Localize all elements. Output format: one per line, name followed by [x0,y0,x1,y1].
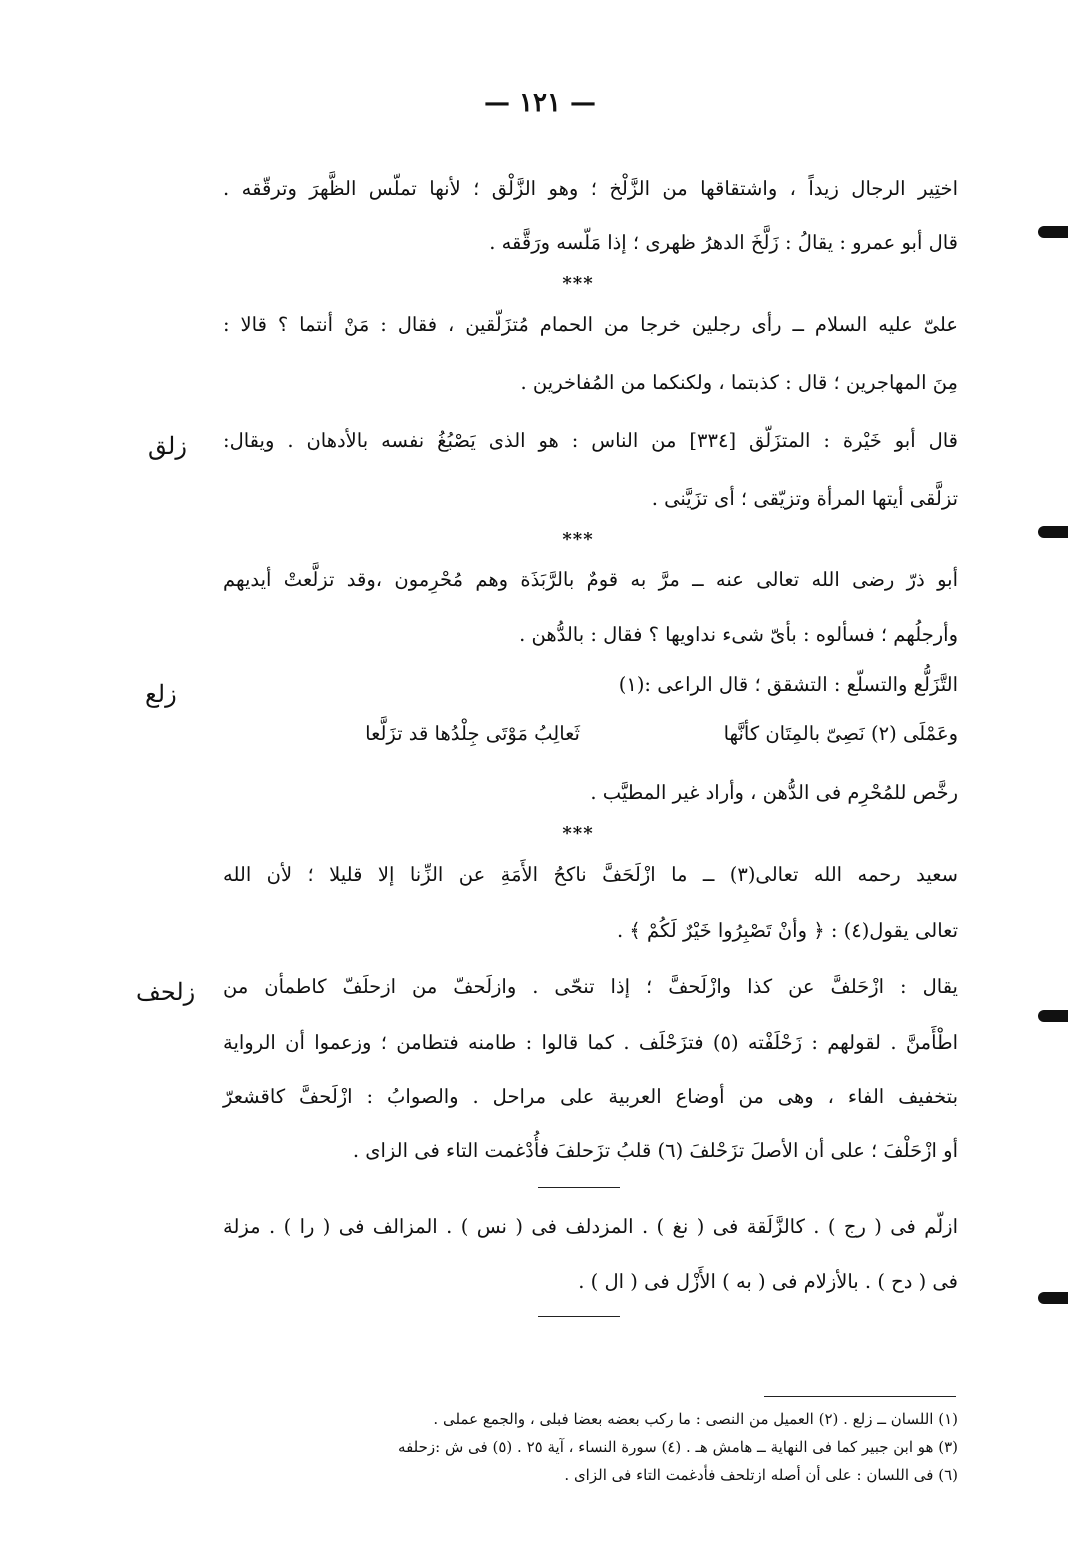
section-separator: *** [562,273,594,294]
page-number: — ١٢١ — [483,88,597,118]
edge-scan-mark [1038,1292,1068,1304]
root-heading-zahaf: زلحف [136,978,196,1006]
body-line-15: بتخفيف الفاء ، وهى من أوضاع العربية على مراحل . والصوابُ : ازْلَحفَّ كاقشعرّ [223,1085,958,1108]
body-line-4: مِنَ المهاجرين ؛ قال : كذبتما ، ولكنكما من المُفاخرين . [520,371,958,394]
body-line-2: قال أبو عمرو : يقالُ : زَلَّخَ الدهرُ ظهرى ؛ إذا مَلّسه ورَقَّقه . [489,231,958,254]
section-separator: *** [562,823,594,844]
body-line-7: أبو ذرّ رضى الله تعالى عنه ــ مرَّ به قومٌ بالرَّبَذَة وهم مُحْرِمون ،وقد تزلَّعتْ أيديهم [223,568,958,591]
body-line-1: اختِير الرجال زيداً ، واشتقاقها من الزَّلْخ ؛ وهو الزَّلْق ؛ لأنها تملّس الظَّهرَ وترقّقه . [223,177,958,200]
body-line-14: اطْأَمنَّ . لقولهم : زَحْلَفْته (٥) فتزَحْلَف . كما قالوا : طامنه فتطامن ؛ وزعموا أن الرواية [223,1031,959,1054]
cross-reference-line-2: فى ( دح ) . بالأزلام فى ( به ) الأَزْل فى ( ال ) . [578,1270,958,1293]
edge-scan-mark [1038,526,1068,538]
body-line-8: وأرجلُهم ؛ فسألوه : بأىّ شىء نداويها ؟ فقال : بالدُّهن . [519,623,958,646]
footnote-line-1: (١) اللسان ــ زلع . (٢) العميل من النصى : ما ركب بعضه بعضا فبلى ، والجمع عملى . [433,1410,958,1428]
root-heading-zala: زلع [145,680,177,708]
body-line-12: تعالى يقول(٤) : ﴿ وأنْ تَصْبِرُوا خَيْرٌ لَكُمْ ﴾ . [617,919,958,942]
body-line-5: قال أبو خَيْرة : المتزَلّق [٣٣٤] من الناس : هو الذى يَصْبُغُ نفسه بالأدهان . ويقال: [223,429,959,452]
body-line-3: علىّ عليه السلام ــ رأى رجلين خرجا من الحمام مُتزَلّقين ، فقال : مَنْ أنتما ؟ قالا : [223,313,958,336]
footnote-rule [764,1396,956,1397]
cross-reference-rule-bottom [538,1316,620,1317]
edge-scan-mark [1038,1010,1068,1022]
body-line-11: سعيد رحمه الله تعالى(٣) ــ ما ازْلَحَفَّ ناكحُ الأَمَةِ عن الزِّنا إلا قليلا ؛ لأن الله [223,863,958,886]
root-heading-zalaq: زلق [148,432,187,460]
footnote-line-3: (٦) فى اللسان : على أن أصله ازتلحف فأدغمت التاء فى الزاى . [564,1466,958,1484]
body-line-9: التَّزَلُّع والتسلّع : التشقق ؛ قال الراعى :(١) [618,673,958,696]
footnote-line-2: (٣) هو ابن جبير كما فى النهاية ــ هامش هـ . (٤) سورة النساء ، آية ٢٥ . (٥) فى ش :زحلفه [398,1438,958,1456]
cross-reference-line-1: ازلّم فى ( رج ) . كالزَّلَقة فى ( نغ ) . المزدلف فى ( نس ) . المزالف فى ( را ) . مزلة [223,1215,958,1238]
cross-reference-rule-top [538,1187,620,1188]
body-line-6: تزلَّقى أيتها المرأة وتزيّقى ؛ أى تزَيَّنى . [651,487,958,510]
section-separator: *** [562,529,594,550]
verse-hemistich-1: وعَمْلَى (٢) نَصِىّ بالمِتَان كأنَّها [723,722,958,745]
verse-hemistich-2: ثَعالِبُ مَوْتَى جِلْدُها قد تزَلَّعا [365,722,580,745]
edge-scan-mark [1038,226,1068,238]
body-line-13: يقال : ازْحَلفَّ عن كذا وازْلَحفَّ ؛ إذا تنحّى . وازلَحفّ من ازحلَفّ كاطمأن من [223,975,958,998]
body-line-10: رخَّص للمُحْرِم فى الدُّهن ، وأراد غير المطيَّب . [590,781,958,804]
body-line-16: أو ازْحَلْفَ ؛ على أن الأصلَ تزَحْلفَ (٦) قلبُ تزَحلفَ فأُدْغمت التاء فى الزاى . [352,1139,958,1162]
